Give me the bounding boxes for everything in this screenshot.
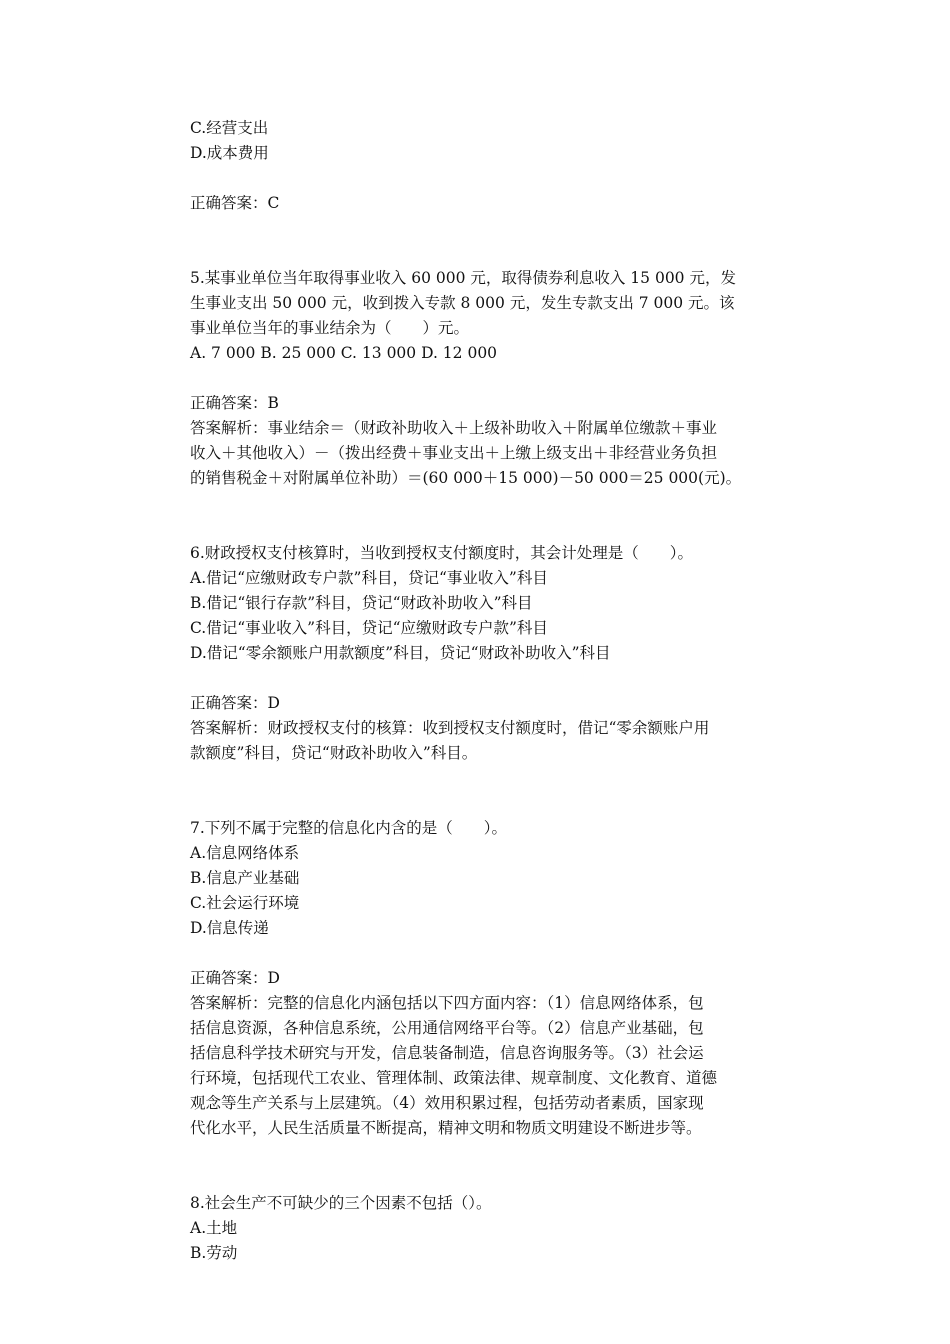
- option-line: D.借记“零余额账户用款额度”科目，贷记“财政补助收入”科目: [190, 644, 611, 662]
- analysis-line: 括信息资源，各种信息系统，公用通信网络平台等。（2）信息产业基础，包: [190, 1019, 704, 1037]
- analysis-line: 答案解析：财政授权支付的核算：收到授权支付额度时，借记“零余额账户用: [190, 719, 710, 737]
- question-line: 事业单位当年的事业结余为（ ）元。: [190, 319, 470, 337]
- spacer: [190, 666, 770, 691]
- option-line: B.信息产业基础: [190, 869, 300, 887]
- option-line: D.成本费用: [190, 144, 269, 162]
- spacer: [190, 366, 770, 391]
- spacer: [190, 216, 770, 241]
- spacer: [190, 941, 770, 966]
- question-line: 6.财政授权支付核算时，当收到授权支付额度时，其会计处理是（ ）。: [190, 544, 694, 562]
- option-line: C.经营支出: [190, 119, 269, 137]
- analysis-line: 的销售税金＋对附属单位补助）＝(60 000＋15 000)－50 000＝25 000(元)。: [190, 469, 742, 487]
- question-line: 8.社会生产不可缺少的三个因素不包括（）。: [190, 1194, 492, 1212]
- option-line: A.土地: [190, 1219, 238, 1237]
- spacer: [190, 1141, 770, 1166]
- analysis-line: 代化水平，人民生活质量不断提高，精神文明和物质文明建设不断进步等。: [190, 1119, 702, 1137]
- option-line: D.信息传递: [190, 919, 269, 937]
- spacer: [190, 516, 770, 541]
- option-line: A. 7 000 B. 25 000 C. 13 000 D. 12 000: [190, 344, 498, 362]
- analysis-line: 行环境，包括现代工农业、管理体制、政策法律、规章制度、文化教育、道德: [190, 1069, 718, 1087]
- analysis-line: 答案解析：事业结余＝（财政补助收入＋上级补助收入＋附属单位缴款＋事业: [190, 419, 718, 437]
- document-page: [190, 116, 770, 1266]
- spacer: [190, 1166, 770, 1191]
- question-line: 生事业支出 50 000 元，收到拨入专款 8 000 元，发生专款支出 7 000 元。该: [190, 294, 735, 312]
- spacer: [190, 491, 770, 516]
- question-line: 7.下列不属于完整的信息化内含的是（ ）。: [190, 819, 508, 837]
- option-line: C.借记“事业收入”科目，贷记“应缴财政专户款”科目: [190, 619, 548, 637]
- answer-line: 正确答案：D: [190, 969, 280, 987]
- option-line: A.信息网络体系: [190, 844, 300, 862]
- spacer: [190, 766, 770, 791]
- answer-line: 正确答案：D: [190, 694, 280, 712]
- spacer: [190, 791, 770, 816]
- analysis-line: 观念等生产关系与上层建筑。（4）效用积累过程，包括劳动者素质，国家现: [190, 1094, 704, 1112]
- analysis-line: 括信息科学技术研究与开发，信息装备制造，信息咨询服务等。（3）社会运: [190, 1044, 704, 1062]
- analysis-line: 收入＋其他收入）－（拨出经费＋事业支出＋上缴上级支出＋非经营业务负担: [190, 444, 718, 462]
- question-line: 5.某事业单位当年取得事业收入 60 000 元，取得债券利息收入 15 000 元，发: [190, 269, 736, 287]
- option-line: A.借记“应缴财政专户款”科目，贷记“事业收入”科目: [190, 569, 548, 587]
- option-line: C.社会运行环境: [190, 894, 300, 912]
- analysis-line: 款额度”科目，贷记“财政补助收入”科目。: [190, 744, 478, 762]
- spacer: [190, 241, 770, 266]
- option-line: B.劳动: [190, 1244, 238, 1262]
- answer-line: 正确答案：B: [190, 394, 279, 412]
- option-line: B.借记“银行存款”科目，贷记“财政补助收入”科目: [190, 594, 533, 612]
- spacer: [190, 166, 770, 191]
- answer-line: 正确答案：C: [190, 194, 280, 212]
- analysis-line: 答案解析：完整的信息化内涵包括以下四方面内容：（1）信息网络体系，包: [190, 994, 704, 1012]
